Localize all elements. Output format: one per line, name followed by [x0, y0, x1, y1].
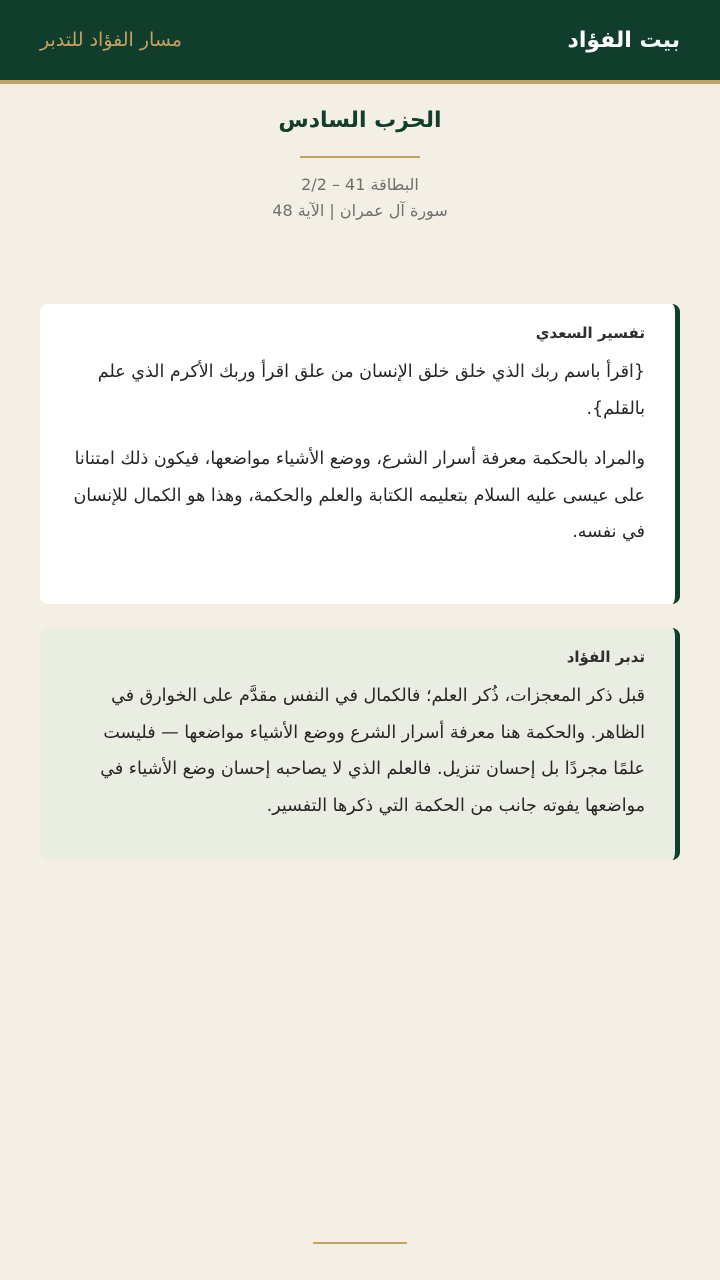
card-header	[0, 104, 720, 224]
tafsir-verse: {اقرأ باسم ربك الذي خلق خلق الإنسان من علق اقرأ وربك الأكرم الذي علم بالقلم}.	[97, 362, 645, 419]
app-brand: بيت الفؤاد	[567, 27, 680, 53]
bottom-indicator	[313, 1242, 407, 1244]
surah-reference: سورة آل عمران | الآية 48	[272, 201, 448, 220]
track-link[interactable]: مسار الفؤاد للتدبر	[40, 29, 182, 51]
title-divider	[300, 156, 420, 158]
page-title: الحزب السادس	[278, 108, 442, 133]
tafsir-heading: تفسير السعدي	[535, 324, 645, 342]
tafsir-panel	[40, 304, 680, 604]
top-bar	[0, 0, 720, 84]
tafsir-body: والمراد بالحكمة معرفة أسرار الشرع، ووضع الأشياء مواضعها، فيكون ذلك امتنانا على عيسى عليه السلام بتعليمه الكتابة والعلم والحكمة، وهذا هو الكمال للإنسان في نفسه.	[73, 449, 645, 542]
tadabbur-panel	[40, 628, 680, 860]
tadabbur-heading: تدبر الفؤاد	[566, 648, 645, 666]
tadabbur-body: قبل ذكر المعجزات، ذُكر العلم؛ فالكمال في النفس مقدَّم على الخوارق في الظاهر. والحكمة هنا معرفة أسرار الشرع ووضع الأشياء مواضعها — فليست علمًا مجردًا بل إحسان تنزيل. فالعلم الذي لا يصاحبه إحسان وضع الأشياء في مواضعها يفوته جانب من الحكمة التي ذكرها التفسير.	[100, 686, 645, 816]
card-number: البطاقة 41 – 2/2	[301, 175, 419, 194]
